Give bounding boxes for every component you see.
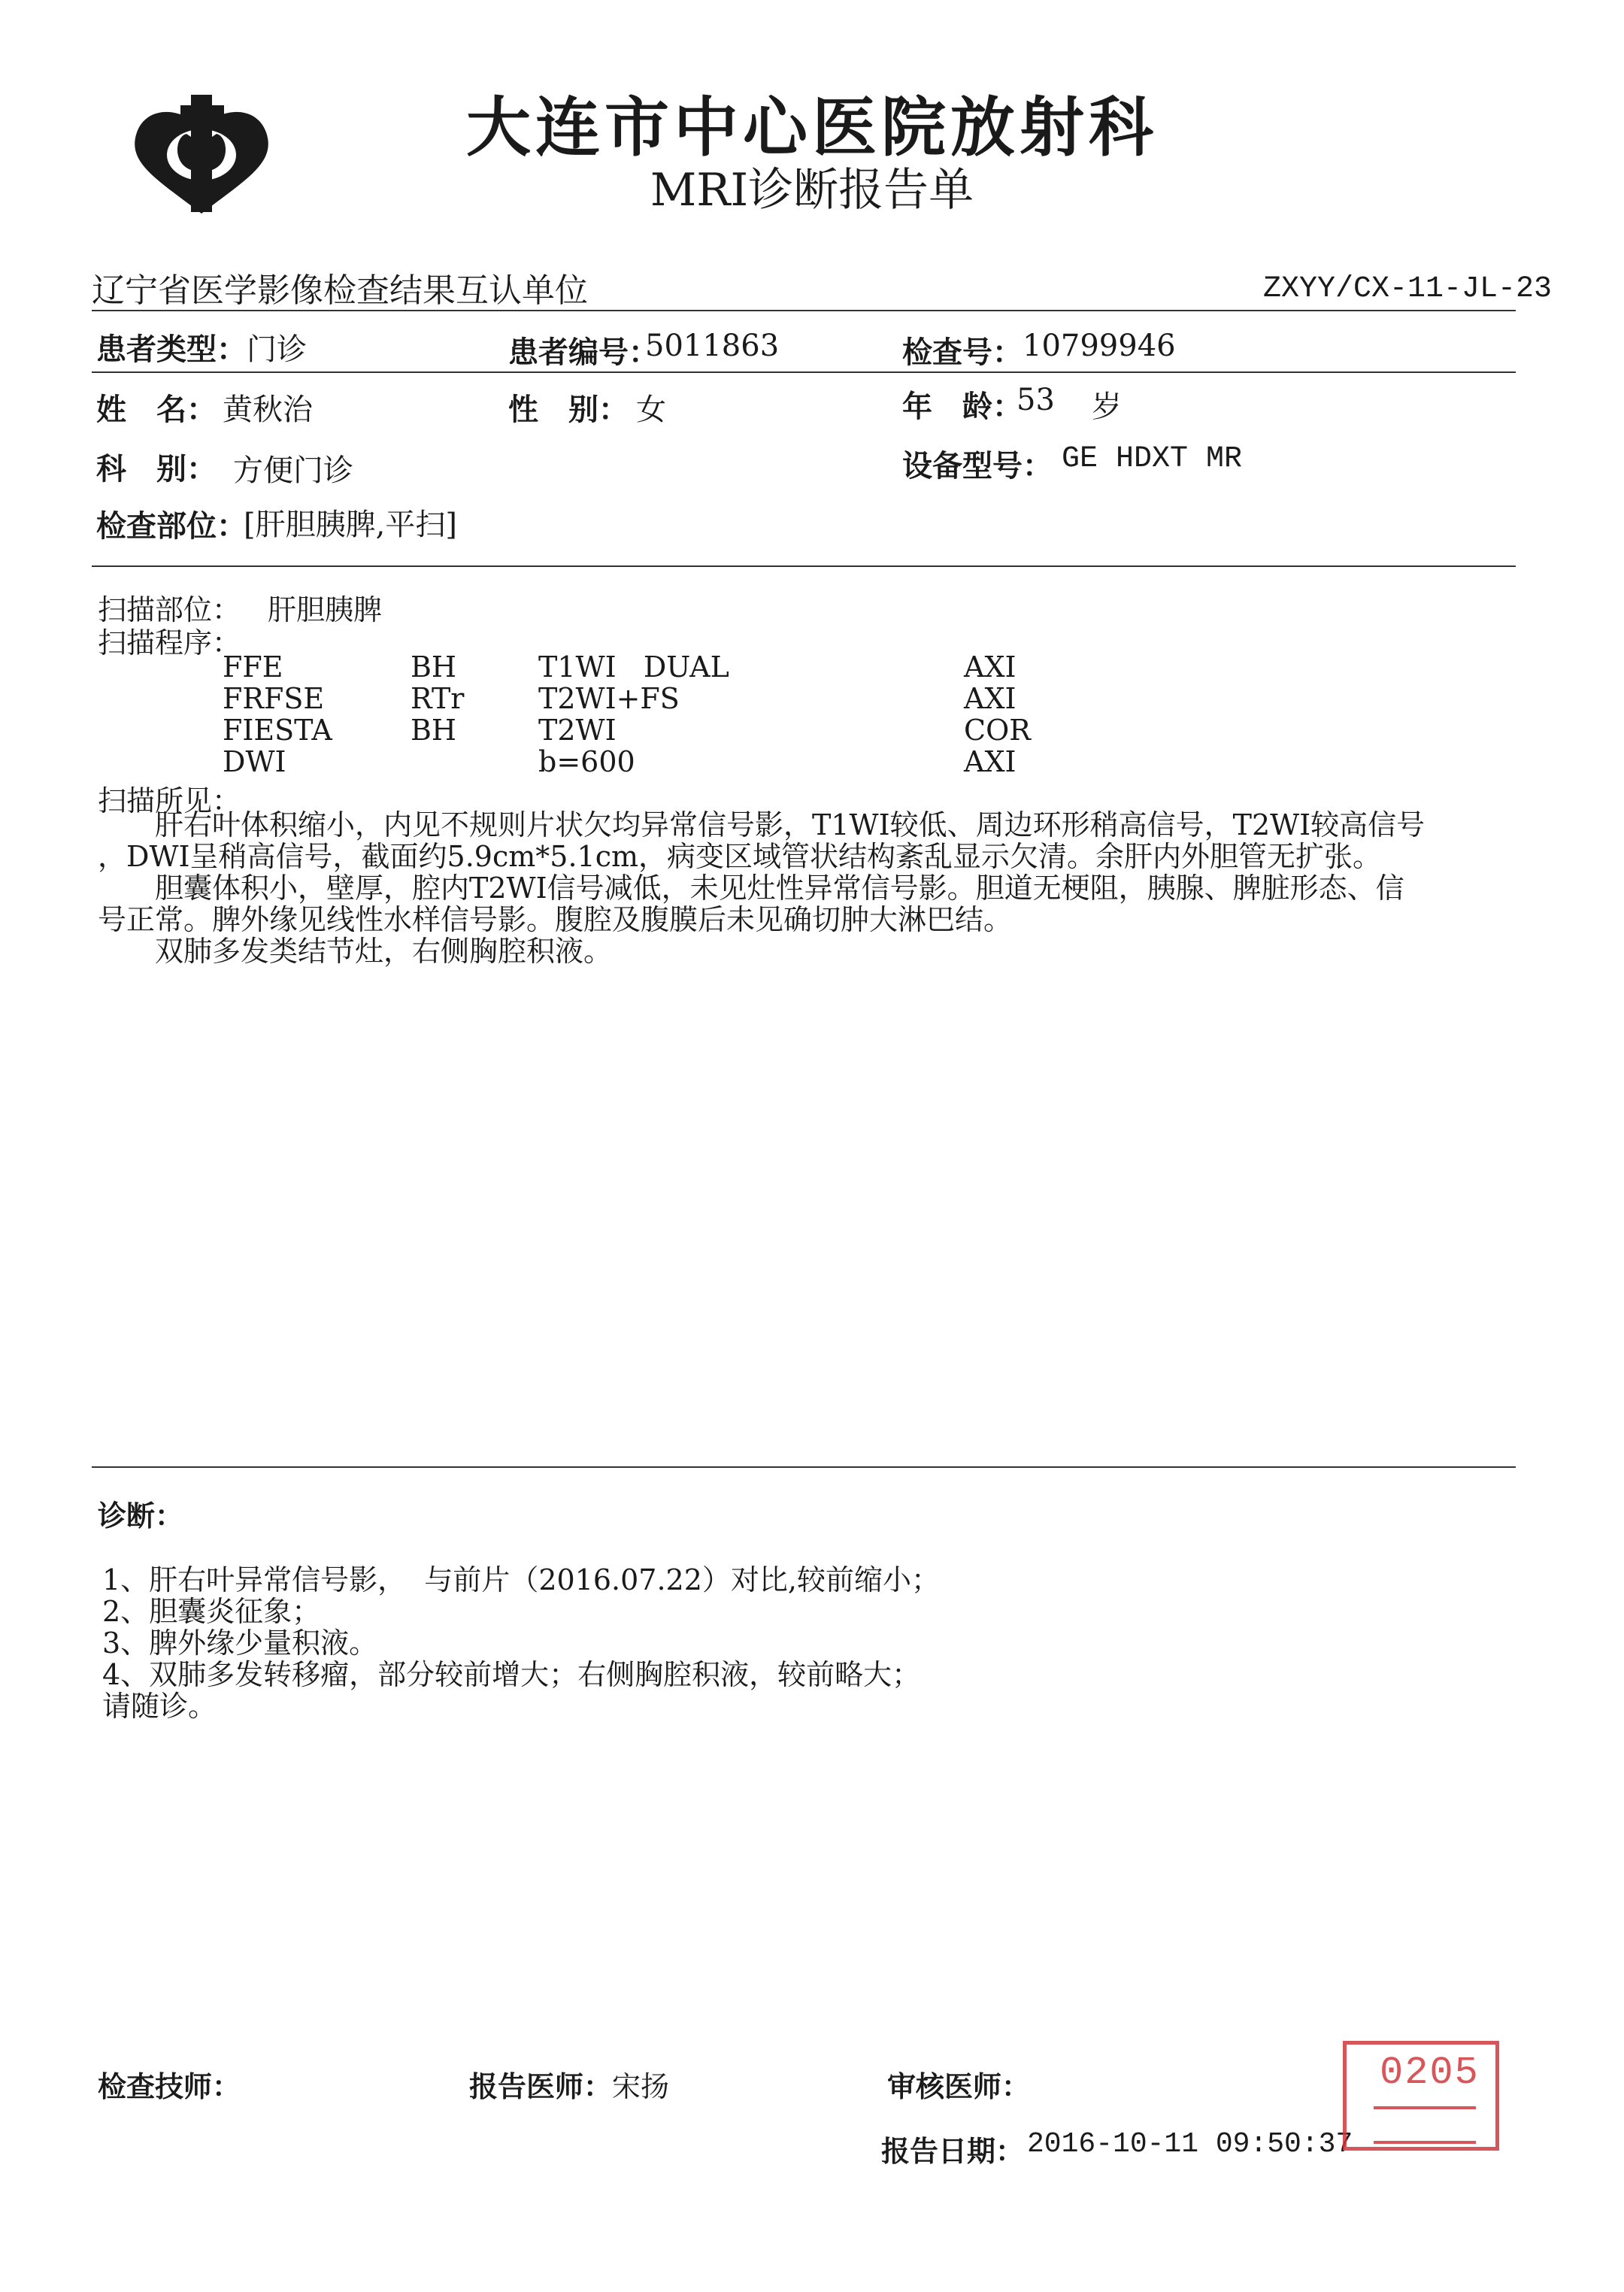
seal-signature-mark <box>1374 2106 1476 2144</box>
exam-no-label: 检查号： <box>902 335 1023 370</box>
scan-part-label: 扫描部位： <box>98 593 241 626</box>
sequence-row <box>223 651 1031 683</box>
mutual-recognition-text: 辽宁省医学影像检查结果互认单位 <box>92 271 588 310</box>
scan-sequence-table <box>223 651 1031 778</box>
exam-part-label: 检查部位： <box>96 509 247 544</box>
sequence-plane: AXI <box>964 745 1017 778</box>
diagnosis-label: 诊断： <box>98 1499 184 1533</box>
name-value: 黄秋治 <box>223 393 313 427</box>
sequence-weighting: T2WI <box>538 714 617 747</box>
findings-label: 扫描所见： <box>98 784 241 817</box>
sequence-mode <box>411 746 538 778</box>
sequence-row <box>223 746 1031 778</box>
sequence-plane: AXI <box>964 682 1017 715</box>
sequence-weighting: T2WI+FS <box>538 682 680 715</box>
sequence-name: FFE <box>223 650 283 684</box>
report-date-value: 2016-10-11 09:50:37 <box>1027 2128 1353 2160</box>
exam-part-value: [肝胆胰脾,平扫] <box>244 508 457 542</box>
dept-value: 方便门诊 <box>233 453 353 488</box>
diagnosis-item: 4、双肺多发转移瘤，部分较前增大；右侧胸腔积液，较前略大； <box>102 1658 921 1691</box>
sequence-plane: COR <box>964 714 1031 747</box>
sequence-row <box>223 683 1031 714</box>
form-code: ZXYY/CX-11-JL-23 <box>1263 272 1553 306</box>
diagnosis-item: 1、肝右叶异常信号影， 与前片（2016.07.22）对比,较前缩小； <box>102 1563 940 1596</box>
doctor-seal-stamp <box>1343 2041 1499 2151</box>
patient-type-label: 患者类型： <box>96 332 247 367</box>
dept-label: 科 别： <box>96 452 217 487</box>
sequence-mode: BH <box>411 714 457 747</box>
scan-part-value: 肝胆胰脾 <box>268 593 383 626</box>
seal-number: 0205 <box>1380 2051 1480 2095</box>
sequence-mode: BH <box>411 650 457 684</box>
findings-line: 胆囊体积小，壁厚，腔内T2WI信号减低，未见灶性异常信号影。胆道无梗阻，胰腺、脾脏形态、信 <box>98 872 1404 905</box>
reporter-value: 宋扬 <box>612 2070 670 2103</box>
device-value: GE HDXT MR <box>1062 442 1243 476</box>
sequence-plane: AXI <box>964 650 1017 684</box>
report-title: MRI诊断报告单 <box>650 164 974 217</box>
age-label: 年 龄： <box>902 390 1023 424</box>
scan-program-label: 扫描程序： <box>98 626 241 659</box>
device-label: 设备型号： <box>902 449 1053 484</box>
exam-no-value: 10799946 <box>1023 329 1176 363</box>
report-date-label: 报告日期： <box>881 2135 1025 2168</box>
name-label: 姓 名： <box>96 393 217 427</box>
sequence-weighting: T1WI DUAL <box>538 650 729 684</box>
divider-diagnosis <box>92 1466 1516 1468</box>
findings-line: ，DWI呈稍高信号，截面约5.9cm*5.1cm，病变区域管状结构紊乱显示欠清。余肝内外胆管无扩张。 <box>98 840 1382 873</box>
findings-line: 肝右叶体积缩小，内见不规则片状欠均异常信号影，T1WI较低、周边环形稍高信号，T2WI较高信号 <box>98 808 1426 841</box>
age-unit: 岁 <box>1092 390 1122 424</box>
sequence-name: DWI <box>223 745 286 778</box>
sequence-name: FIESTA <box>223 714 332 747</box>
findings-line: 号正常。脾外缘见线性水样信号影。腹腔及腹膜后未见确切肿大淋巴结。 <box>98 903 1013 936</box>
sequence-weighting: b=600 <box>538 745 635 778</box>
patient-id-value: 5011863 <box>645 329 780 363</box>
findings-line: 双肺多发类结节灶，右侧胸腔积液。 <box>98 935 613 968</box>
hospital-title: 大连市中心医院放射科 <box>466 89 1158 165</box>
patient-id-label: 患者编号： <box>508 335 659 370</box>
age-value: 53 <box>1017 383 1055 417</box>
sex-value: 女 <box>636 393 666 427</box>
sex-label: 性 别： <box>508 393 629 427</box>
diagnosis-item: 请随诊。 <box>102 1690 217 1723</box>
reporter-label: 报告医师： <box>469 2070 613 2103</box>
sequence-mode: RTr <box>411 682 465 715</box>
diagnosis-item: 3、脾外缘少量积液。 <box>102 1627 378 1660</box>
divider-top <box>92 310 1516 311</box>
patient-type-value: 门诊 <box>247 332 307 367</box>
divider-findings-top <box>92 565 1516 567</box>
diagnosis-item: 2、胆囊炎征象； <box>102 1595 321 1628</box>
sequence-row <box>223 714 1031 746</box>
sequence-name: FRFSE <box>223 682 325 715</box>
technician-label: 检查技师： <box>98 2070 241 2103</box>
reviewer-label: 审核医师： <box>887 2070 1031 2103</box>
divider-patient <box>92 371 1516 373</box>
